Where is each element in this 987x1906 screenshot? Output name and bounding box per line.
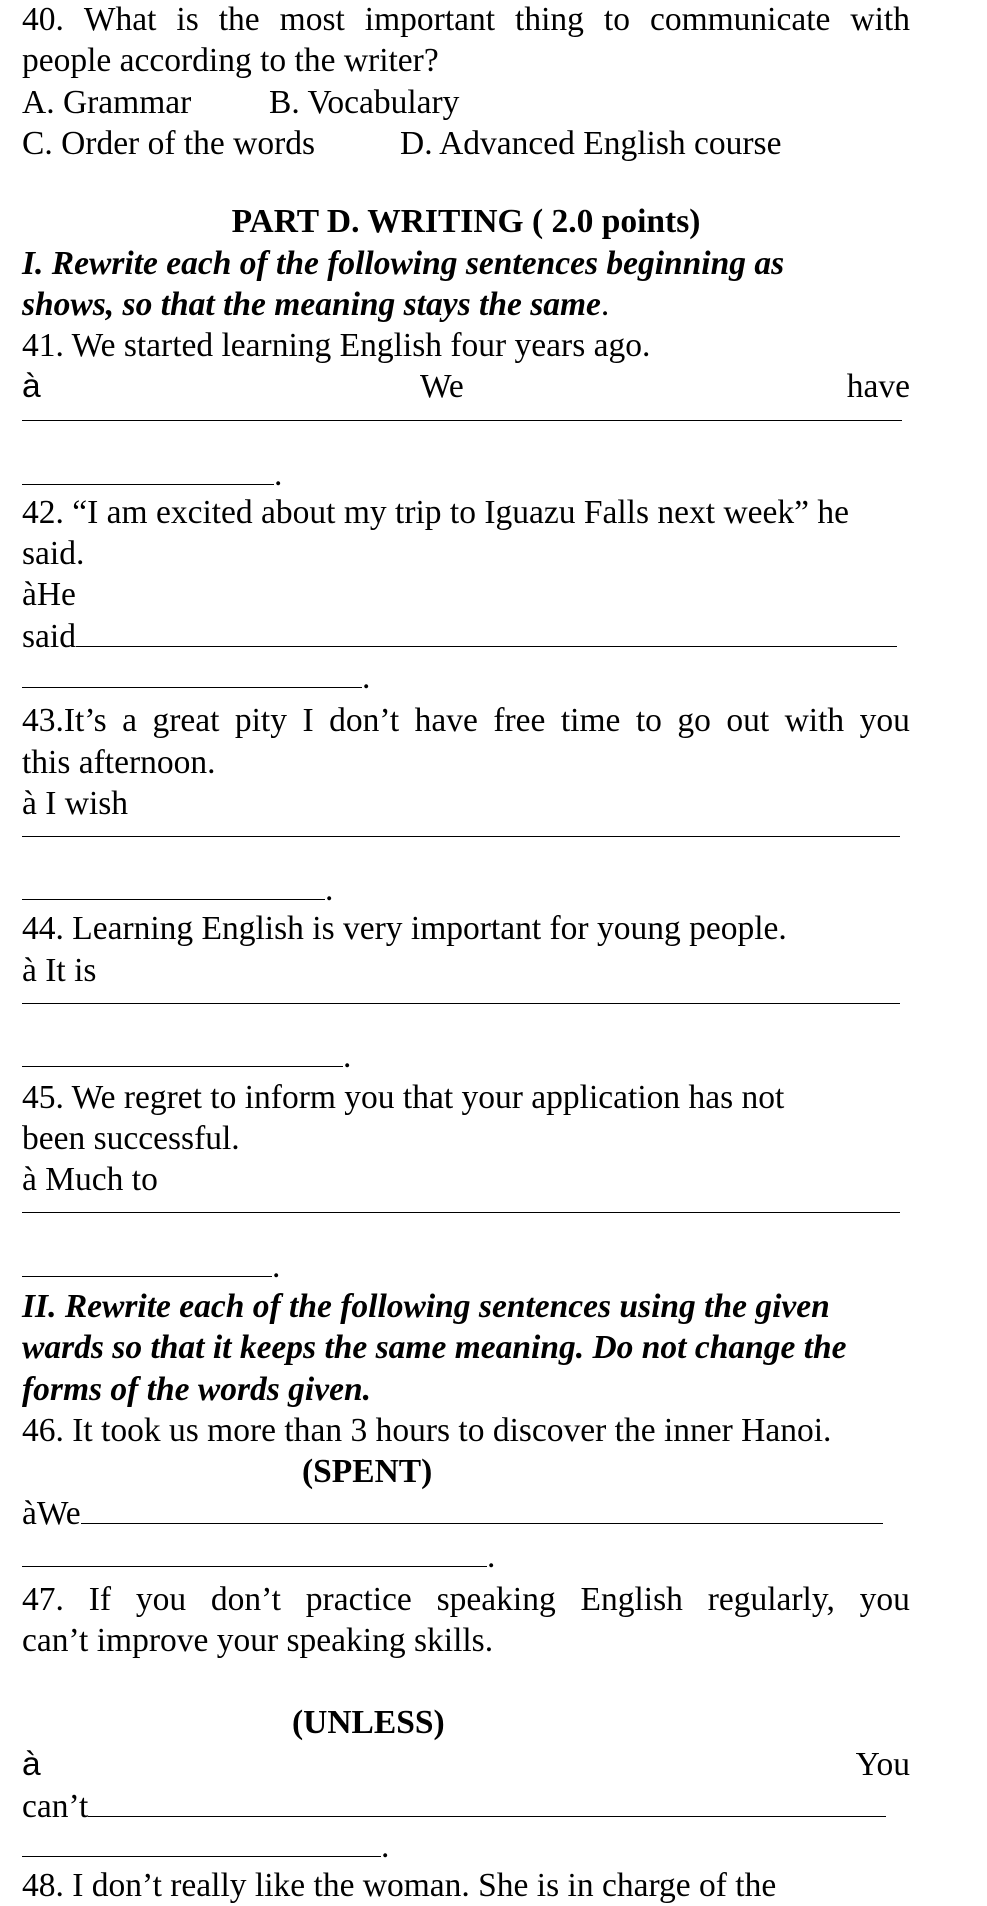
q40-options-row2 — [22, 124, 910, 164]
q47-word: don’t — [210, 1581, 281, 1618]
q47-word: 47. — [22, 1581, 64, 1618]
q43-answer-line-2-row — [22, 870, 910, 910]
q44-stem: 44. Learning English is very important for young people. — [22, 910, 787, 947]
q47-word: regularly, — [707, 1581, 835, 1618]
q40-stem-line1 — [22, 0, 910, 40]
q42-period: . — [362, 659, 371, 696]
section-2-instruction-line2: wards so that it keeps the same meaning. Do not change the — [22, 1329, 847, 1366]
q42-stem-line2: said. — [22, 535, 85, 572]
q43-word: I — [302, 702, 314, 739]
q43-stem-line2: this afternoon. — [22, 744, 216, 781]
q43-period: . — [325, 871, 334, 908]
q46-keyword: (SPENT) — [302, 1453, 433, 1490]
q45-answer-line-1[interactable] — [22, 1212, 900, 1213]
q41-arrow: à — [22, 368, 41, 405]
q40-options-row1 — [22, 83, 910, 123]
q47-cant-row — [22, 1787, 910, 1827]
q45-stem: 45. We regret to inform you that your application has not — [22, 1079, 785, 1116]
q40-word: most — [279, 1, 345, 38]
q42-said-row — [22, 617, 910, 657]
q47-prompt-row — [22, 1745, 910, 1785]
q47-period: . — [381, 1828, 390, 1865]
q40-word: What — [83, 1, 157, 38]
q43-word: have — [414, 702, 478, 739]
q46-answer-line-2-row — [22, 1537, 910, 1577]
q47-answer-line-1[interactable] — [88, 1788, 886, 1817]
q40-word: 40. — [22, 1, 64, 38]
q43-word: great — [152, 702, 220, 739]
q43-word: you — [859, 702, 910, 739]
q40-word: thing — [515, 1, 584, 38]
q45-answer-line-2-row — [22, 1247, 910, 1287]
q46-period: . — [487, 1538, 496, 1575]
q41-prompt-we: We — [420, 368, 464, 405]
q41-stem: 41. We started learning English four years ago. — [22, 327, 651, 364]
q43-stem-line1 — [22, 701, 910, 741]
q40-stem-line2: people according to the writer? — [22, 42, 439, 79]
section-2-instruction-line1: II. Rewrite each of the following sentences using the given — [22, 1288, 830, 1325]
q41-answer-line-1[interactable] — [22, 420, 902, 421]
q43-answer-line-2[interactable] — [22, 871, 325, 900]
q44-answer-line-2-row — [22, 1037, 910, 1077]
q44-answer-line-2[interactable] — [22, 1038, 343, 1067]
q43-word: pity — [234, 702, 287, 739]
q40-option-c: C. Order of the words — [22, 125, 316, 162]
q47-prompt-you: You — [855, 1746, 910, 1783]
q43-prompt: à I wish — [22, 785, 129, 822]
q47-arrow: à — [22, 1746, 41, 1783]
q40-option-b: B. Vocabulary — [269, 84, 460, 121]
q47-word: you — [859, 1581, 910, 1618]
q41-period: . — [274, 456, 283, 493]
q47-word: English — [580, 1581, 683, 1618]
q41-answer-line-2[interactable] — [22, 456, 274, 485]
q43-word: go — [677, 702, 711, 739]
q47-word: speaking — [436, 1581, 556, 1618]
q40-word: communicate — [649, 1, 831, 38]
q42-prompt: àHe — [22, 576, 76, 613]
q42-answer-line-1[interactable] — [76, 618, 897, 647]
q40-word: to — [603, 1, 630, 38]
q43-word: time — [560, 702, 621, 739]
section-1-instruction-text: shows, so that the meaning stays the same — [22, 286, 601, 323]
section-1-instruction-line1: I. Rewrite each of the following sentences beginning as — [22, 245, 785, 282]
q47-stem-line1 — [22, 1580, 910, 1620]
q43-answer-line-1[interactable] — [22, 836, 900, 837]
q45-stem-line2: been successful. — [22, 1120, 240, 1157]
q47-word: you — [135, 1581, 187, 1618]
q41-answer-line-2-row — [22, 455, 910, 495]
q43-word: to — [635, 702, 662, 739]
q44-period: . — [343, 1038, 352, 1075]
q47-cant-label: can’t — [22, 1788, 89, 1825]
q42-answer-line-2[interactable] — [22, 659, 362, 688]
q41-prompt-have: have — [846, 368, 910, 405]
q40-word: important — [364, 1, 496, 38]
q47-keyword: (UNLESS) — [292, 1704, 445, 1741]
q45-prompt: à Much to — [22, 1161, 158, 1198]
q42-stem: 42. “I am excited about my trip to Iguazu Falls next week” he — [22, 494, 849, 531]
section-2-instruction-line3: forms of the words given. — [22, 1371, 371, 1408]
q40-option-d: D. Advanced English course — [400, 125, 782, 162]
q45-answer-line-2[interactable] — [22, 1248, 272, 1277]
q47-word: If — [88, 1581, 111, 1618]
section-1-instruction-line2 — [22, 285, 910, 325]
q43-word: a — [122, 702, 138, 739]
q43-word: don’t — [329, 702, 400, 739]
q40-word: the — [218, 1, 260, 38]
q46-prompt-row — [22, 1494, 910, 1534]
q47-answer-line-2[interactable] — [22, 1828, 381, 1857]
q47-word: practice — [305, 1581, 412, 1618]
q44-prompt: à It is — [22, 952, 97, 989]
part-d-heading: PART D. WRITING ( 2.0 points) — [231, 203, 701, 240]
q43-word: free — [493, 702, 546, 739]
q41-prompt-row — [22, 367, 910, 407]
q42-said-label: said — [22, 618, 76, 655]
q46-answer-line-1[interactable] — [81, 1495, 883, 1524]
q40-option-a: A. Grammar — [22, 84, 192, 121]
q43-word: out — [726, 702, 770, 739]
q47-stem-line2: can’t improve your speaking skills. — [22, 1622, 494, 1659]
q43-word: 43.It’s — [22, 702, 107, 739]
q43-word: with — [784, 702, 845, 739]
q46-stem: 46. It took us more than 3 hours to discover the inner Hanoi. — [22, 1412, 832, 1449]
q42-answer-line-2-row — [22, 658, 910, 698]
q46-prompt: àWe — [22, 1495, 81, 1532]
q47-answer-line-2-row — [22, 1827, 910, 1867]
q48-stem-partial: 48. I don’t really like the woman. She is in charge of the — [22, 1867, 777, 1904]
q40-word: with — [850, 1, 910, 38]
q45-period: . — [272, 1248, 281, 1285]
q40-word: is — [176, 1, 199, 38]
q46-answer-line-2[interactable] — [22, 1538, 487, 1567]
section-1-instruction-period: . — [600, 286, 610, 323]
q44-answer-line-1[interactable] — [22, 1003, 900, 1004]
